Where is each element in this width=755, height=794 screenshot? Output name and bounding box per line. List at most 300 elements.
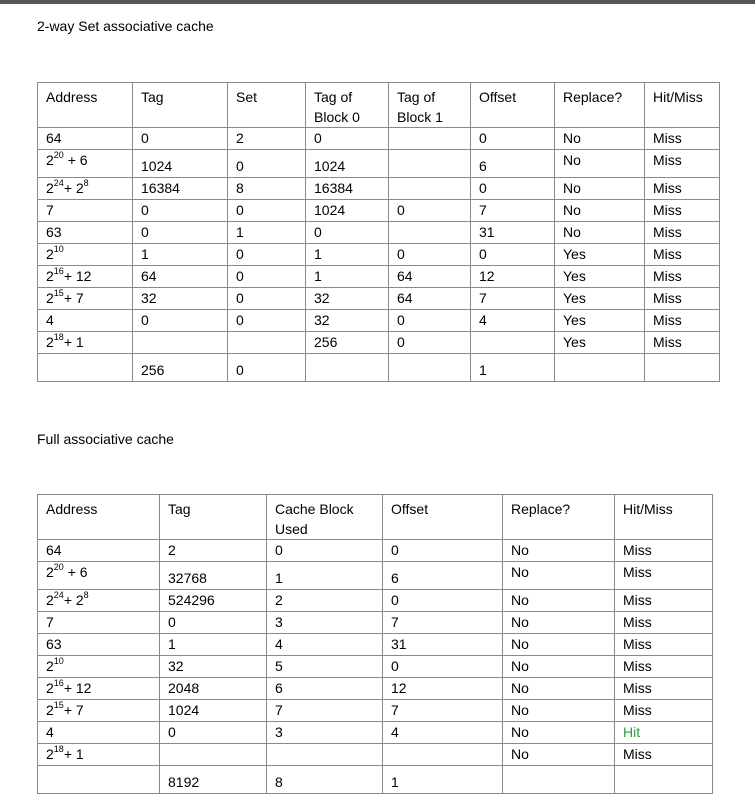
replace-cell — [503, 766, 615, 794]
offset-cell — [471, 288, 555, 310]
set-cell — [228, 128, 306, 150]
offset-cell-value: 12 — [479, 268, 495, 284]
replace-cell — [555, 128, 645, 150]
replace-cell-value: No — [511, 564, 529, 580]
col-header: Tag — [160, 495, 267, 540]
cache-block-cell — [267, 766, 383, 794]
block1-tag-cell-value: 64 — [397, 290, 413, 306]
address-offset-term: + 6 — [63, 564, 88, 580]
tag-cell — [133, 222, 228, 244]
hit-miss-cell-value: Miss — [653, 130, 682, 146]
tag-cell-value: 1024 — [141, 158, 173, 174]
tag-cell — [133, 128, 228, 150]
col-header-line: Cache Block — [275, 501, 354, 517]
tag-cell — [133, 178, 228, 200]
replace-cell-value: No — [511, 542, 529, 558]
address-base: 63 — [46, 224, 62, 240]
offset-cell-value: 12 — [391, 680, 407, 696]
hit-miss-cell — [645, 222, 720, 244]
tag-cell-value: 32 — [141, 290, 157, 306]
table-row — [38, 590, 713, 612]
col-header-line: Block 0 — [314, 109, 360, 125]
replace-cell — [555, 150, 645, 178]
address-cell — [38, 656, 160, 678]
col-header: Hit/Miss — [615, 495, 713, 540]
replace-cell-value: Yes — [563, 246, 586, 262]
address-cell — [38, 678, 160, 700]
table-row — [38, 766, 713, 794]
offset-cell — [383, 540, 503, 562]
address-cell — [38, 540, 160, 562]
address-base: 2 — [46, 246, 54, 262]
block0-tag-cell — [306, 266, 389, 288]
tag-cell — [160, 700, 267, 722]
cache-block-cell — [267, 656, 383, 678]
replace-cell-value: Yes — [563, 268, 586, 284]
set-cell — [228, 222, 306, 244]
tag-cell — [160, 540, 267, 562]
tag-cell — [133, 150, 228, 178]
replace-cell — [503, 612, 615, 634]
offset-cell — [383, 744, 503, 766]
set-cell — [228, 354, 306, 382]
address-base: 2 — [46, 334, 54, 350]
tag-cell-value: 2048 — [168, 680, 200, 696]
table-row — [38, 200, 720, 222]
block0-tag-cell — [306, 332, 389, 354]
col-header — [267, 495, 383, 540]
block0-tag-cell-value: 16384 — [314, 180, 353, 196]
address-offset-term: + 12 — [63, 680, 92, 696]
table-row — [38, 656, 713, 678]
replace-cell — [555, 266, 645, 288]
block1-tag-cell — [389, 288, 471, 310]
address-exponent: 16 — [53, 266, 64, 277]
replace-cell-value: Yes — [563, 312, 586, 328]
col-header: Replace? — [555, 83, 645, 128]
offset-cell-value: 0 — [479, 246, 487, 262]
hit-miss-cell — [645, 178, 720, 200]
address-cell — [38, 744, 160, 766]
block0-tag-cell-value: 1 — [314, 268, 322, 284]
address-cell — [38, 222, 133, 244]
cache-block-cell-value: 0 — [275, 542, 283, 558]
offset-cell-value: 7 — [479, 202, 487, 218]
block0-tag-cell — [306, 178, 389, 200]
address-cell — [38, 244, 133, 266]
tag-cell — [160, 744, 267, 766]
address-offset-term: + 1 — [63, 746, 84, 762]
tag-cell — [160, 766, 267, 794]
tag-cell-value: 1 — [168, 636, 176, 652]
address-exponent: 20 — [53, 562, 64, 573]
table-row — [38, 700, 713, 722]
offset-cell-value: 0 — [391, 542, 399, 558]
cache-block-cell — [267, 634, 383, 656]
replace-cell-value: No — [511, 680, 529, 696]
address-cell — [38, 332, 133, 354]
offset-cell-value: 0 — [391, 592, 399, 608]
replace-cell — [503, 562, 615, 590]
replace-cell-value: Yes — [563, 334, 586, 350]
offset-cell — [471, 222, 555, 244]
hit-miss-cell — [645, 150, 720, 178]
col-header-line: Used — [275, 521, 308, 537]
col-header-line: Tag of — [314, 89, 353, 105]
replace-cell — [555, 332, 645, 354]
address-exponent: 18 — [53, 744, 64, 755]
address-cell — [38, 722, 160, 744]
tag-cell-value: 1024 — [168, 702, 200, 718]
address-base: 4 — [46, 312, 54, 328]
hit-miss-cell — [615, 766, 713, 794]
table-row — [38, 562, 713, 590]
hit-miss-cell-value: Miss — [653, 246, 682, 262]
replace-cell — [555, 310, 645, 332]
address-offset-term: + 1 — [63, 334, 84, 350]
replace-cell-value: No — [511, 658, 529, 674]
hit-miss-cell-value: Miss — [653, 180, 682, 196]
replace-cell — [503, 590, 615, 612]
replace-cell-value: No — [511, 702, 529, 718]
top-border — [0, 0, 755, 4]
table-row — [38, 288, 720, 310]
tag-cell — [133, 200, 228, 222]
tag-cell — [160, 634, 267, 656]
address-base: 2 — [46, 152, 54, 168]
cache-block-cell-value: 5 — [275, 658, 283, 674]
address-exponent: 8 — [83, 590, 89, 601]
offset-cell-value: 1 — [479, 362, 487, 378]
replace-cell — [555, 288, 645, 310]
replace-cell — [503, 634, 615, 656]
cache-block-cell-value: 6 — [275, 680, 283, 696]
offset-cell-value: 6 — [391, 570, 399, 586]
hit-miss-cell — [615, 656, 713, 678]
set-cell — [228, 332, 306, 354]
offset-cell — [471, 354, 555, 382]
address-base: 2 — [46, 564, 54, 580]
tag-cell-value: 0 — [141, 202, 149, 218]
hit-miss-cell-value: Miss — [653, 224, 682, 240]
tag-cell — [133, 332, 228, 354]
set-cell-value: 0 — [236, 246, 244, 262]
replace-cell-value: No — [563, 130, 581, 146]
cache-block-cell-value: 8 — [275, 774, 283, 790]
replace-cell — [555, 178, 645, 200]
set-cell-value: 0 — [236, 312, 244, 328]
hit-miss-cell-value: Miss — [623, 592, 652, 608]
block0-tag-cell — [306, 128, 389, 150]
address-offset-term: + 2 — [63, 592, 84, 608]
table-row — [38, 266, 720, 288]
address-cell — [38, 178, 133, 200]
tag-cell — [160, 678, 267, 700]
tag-cell — [160, 722, 267, 744]
block0-tag-cell — [306, 354, 389, 382]
address-cell — [38, 562, 160, 590]
replace-cell — [503, 722, 615, 744]
hit-miss-cell — [645, 244, 720, 266]
tag-cell — [133, 266, 228, 288]
offset-cell-value: 7 — [391, 614, 399, 630]
address-cell — [38, 266, 133, 288]
replace-cell-value: No — [563, 152, 581, 168]
address-cell — [38, 612, 160, 634]
hit-miss-cell — [645, 288, 720, 310]
hit-miss-cell-value: Miss — [623, 564, 652, 580]
block0-tag-cell-value: 0 — [314, 224, 322, 240]
offset-cell — [471, 310, 555, 332]
offset-cell-value: 7 — [479, 290, 487, 306]
col-header: Replace? — [503, 495, 615, 540]
col-header: Address — [38, 495, 160, 540]
tag-cell — [160, 562, 267, 590]
replace-cell — [503, 656, 615, 678]
offset-cell-value: 7 — [391, 702, 399, 718]
address-exponent: 8 — [83, 178, 89, 189]
tag-cell-value: 0 — [141, 130, 149, 146]
offset-cell-value: 4 — [391, 724, 399, 740]
table-row — [38, 612, 713, 634]
offset-cell-value: 1 — [391, 774, 399, 790]
tag-cell — [133, 288, 228, 310]
col-header: Address — [38, 83, 133, 128]
cache-block-cell-value: 4 — [275, 636, 283, 652]
block0-tag-cell — [306, 200, 389, 222]
tag-cell-value: 0 — [141, 312, 149, 328]
address-base: 7 — [46, 202, 54, 218]
address-base: 7 — [46, 614, 54, 630]
replace-cell-value: No — [563, 180, 581, 196]
table-row — [38, 540, 713, 562]
set-cell — [228, 288, 306, 310]
table-row — [38, 744, 713, 766]
tag-cell-value: 64 — [141, 268, 157, 284]
address-cell — [38, 288, 133, 310]
set-cell-value: 0 — [236, 158, 244, 174]
block0-tag-cell — [306, 150, 389, 178]
table-row — [38, 310, 720, 332]
table-row — [38, 332, 720, 354]
cache-block-cell — [267, 562, 383, 590]
tag-cell — [160, 590, 267, 612]
cache-block-cell — [267, 678, 383, 700]
set-cell-value: 0 — [236, 362, 244, 378]
block1-tag-cell — [389, 244, 471, 266]
offset-cell — [383, 562, 503, 590]
address-base: 2 — [46, 680, 54, 696]
address-offset-term: + 2 — [63, 180, 84, 196]
block0-tag-cell — [306, 310, 389, 332]
address-cell — [38, 634, 160, 656]
offset-cell-value: 0 — [479, 180, 487, 196]
hit-miss-cell-value: Miss — [623, 636, 652, 652]
table-row — [38, 128, 720, 150]
tag-cell-value: 0 — [168, 614, 176, 630]
replace-cell — [503, 540, 615, 562]
cache-block-cell-value: 1 — [275, 570, 283, 586]
offset-cell — [383, 612, 503, 634]
col-header-line: Block 1 — [397, 109, 443, 125]
full-assoc-title: Full associative cache — [37, 431, 174, 447]
block0-tag-cell-value: 32 — [314, 312, 330, 328]
hit-miss-cell — [645, 266, 720, 288]
address-cell — [38, 128, 133, 150]
set-cell-value: 2 — [236, 130, 244, 146]
tag-cell — [160, 612, 267, 634]
block1-tag-cell — [389, 266, 471, 288]
hit-miss-cell — [645, 200, 720, 222]
tag-cell-value: 0 — [168, 724, 176, 740]
hit-miss-cell-value: Miss — [653, 334, 682, 350]
cache-block-cell — [267, 722, 383, 744]
replace-cell-value: No — [563, 202, 581, 218]
cache-block-cell — [267, 540, 383, 562]
address-exponent: 24 — [53, 178, 64, 189]
address-cell — [38, 200, 133, 222]
block0-tag-cell — [306, 222, 389, 244]
address-offset-term: + 6 — [63, 152, 88, 168]
tag-cell-value: 256 — [141, 362, 165, 378]
address-offset-term: + 7 — [63, 290, 84, 306]
address-base: 2 — [46, 746, 54, 762]
replace-cell-value: No — [563, 224, 581, 240]
replace-cell-value: No — [511, 724, 529, 740]
hit-miss-cell — [645, 128, 720, 150]
offset-cell — [383, 766, 503, 794]
replace-cell-value: No — [511, 614, 529, 630]
hit-miss-cell — [615, 540, 713, 562]
hit-miss-cell — [615, 634, 713, 656]
tag-cell-value: 32768 — [168, 570, 207, 586]
cache-block-cell — [267, 590, 383, 612]
block0-tag-cell-value: 1024 — [314, 202, 346, 218]
col-header: Offset — [383, 495, 503, 540]
hit-miss-cell-value: Miss — [623, 746, 652, 762]
offset-cell — [383, 678, 503, 700]
offset-cell-value: 6 — [479, 158, 487, 174]
col-header: Offset — [471, 83, 555, 128]
block1-tag-cell — [389, 354, 471, 382]
tag-cell-value: 8192 — [168, 774, 200, 790]
block1-tag-cell-value: 0 — [397, 202, 405, 218]
address-exponent: 18 — [53, 332, 64, 343]
address-cell — [38, 700, 160, 722]
block0-tag-cell-value: 1 — [314, 246, 322, 262]
col-header — [306, 83, 389, 128]
offset-cell — [471, 128, 555, 150]
tag-cell-value: 2 — [168, 542, 176, 558]
hit-miss-cell-value: Miss — [623, 614, 652, 630]
address-cell — [38, 150, 133, 178]
address-cell — [38, 354, 133, 382]
replace-cell — [555, 354, 645, 382]
hit-miss-cell-value: Miss — [653, 312, 682, 328]
set-assoc-title: 2-way Set associative cache — [37, 18, 214, 34]
replace-cell — [503, 678, 615, 700]
hit-miss-cell — [645, 354, 720, 382]
hit-miss-cell — [645, 332, 720, 354]
set-cell — [228, 266, 306, 288]
address-base: 4 — [46, 724, 54, 740]
block1-tag-cell — [389, 128, 471, 150]
block1-tag-cell-value: 0 — [397, 312, 405, 328]
tag-cell-value: 32 — [168, 658, 184, 674]
hit-miss-cell-value: Miss — [623, 680, 652, 696]
block1-tag-cell — [389, 150, 471, 178]
offset-cell — [471, 178, 555, 200]
offset-cell-value: 31 — [479, 224, 495, 240]
offset-cell — [383, 700, 503, 722]
tag-cell — [160, 656, 267, 678]
address-base: 2 — [46, 180, 54, 196]
full-assoc-table — [37, 494, 713, 794]
table-row — [38, 244, 720, 266]
hit-miss-cell-value: Miss — [653, 290, 682, 306]
replace-cell-value: No — [511, 746, 529, 762]
address-exponent: 20 — [53, 150, 64, 161]
block0-tag-cell — [306, 288, 389, 310]
table-row — [38, 222, 720, 244]
address-offset-term: + 7 — [63, 702, 84, 718]
offset-cell — [383, 656, 503, 678]
replace-cell — [503, 744, 615, 766]
block0-tag-cell-value: 32 — [314, 290, 330, 306]
address-base: 64 — [46, 130, 62, 146]
set-cell-value: 1 — [236, 224, 244, 240]
cache-block-cell-value: 3 — [275, 614, 283, 630]
address-exponent: 10 — [53, 656, 64, 667]
hit-miss-cell — [615, 722, 713, 744]
address-base: 2 — [46, 592, 54, 608]
block1-tag-cell — [389, 222, 471, 244]
offset-cell — [471, 266, 555, 288]
hit-miss-cell — [645, 310, 720, 332]
set-cell-value: 8 — [236, 180, 244, 196]
block0-tag-cell-value: 0 — [314, 130, 322, 146]
hit-miss-cell — [615, 590, 713, 612]
address-exponent: 24 — [53, 590, 64, 601]
hit-miss-cell — [615, 700, 713, 722]
block1-tag-cell — [389, 332, 471, 354]
set-cell — [228, 150, 306, 178]
tag-cell — [133, 310, 228, 332]
hit-miss-cell — [615, 562, 713, 590]
address-base: 2 — [46, 702, 54, 718]
address-base: 63 — [46, 636, 62, 652]
offset-cell-value: 0 — [391, 658, 399, 674]
hit-miss-cell-value: Miss — [653, 202, 682, 218]
address-exponent: 10 — [53, 244, 64, 255]
address-exponent: 16 — [53, 678, 64, 689]
offset-cell — [383, 634, 503, 656]
replace-cell — [555, 200, 645, 222]
table-row — [38, 178, 720, 200]
set-assoc-table — [37, 82, 720, 382]
cache-block-cell-value: 2 — [275, 592, 283, 608]
set-cell — [228, 244, 306, 266]
tag-cell-value: 524296 — [168, 592, 215, 608]
replace-cell-value: Yes — [563, 290, 586, 306]
hit-miss-cell — [615, 678, 713, 700]
set-cell — [228, 200, 306, 222]
block1-tag-cell-value: 64 — [397, 268, 413, 284]
offset-cell — [383, 590, 503, 612]
hit-miss-cell — [615, 612, 713, 634]
offset-cell — [471, 200, 555, 222]
tag-cell-value: 1 — [141, 246, 149, 262]
